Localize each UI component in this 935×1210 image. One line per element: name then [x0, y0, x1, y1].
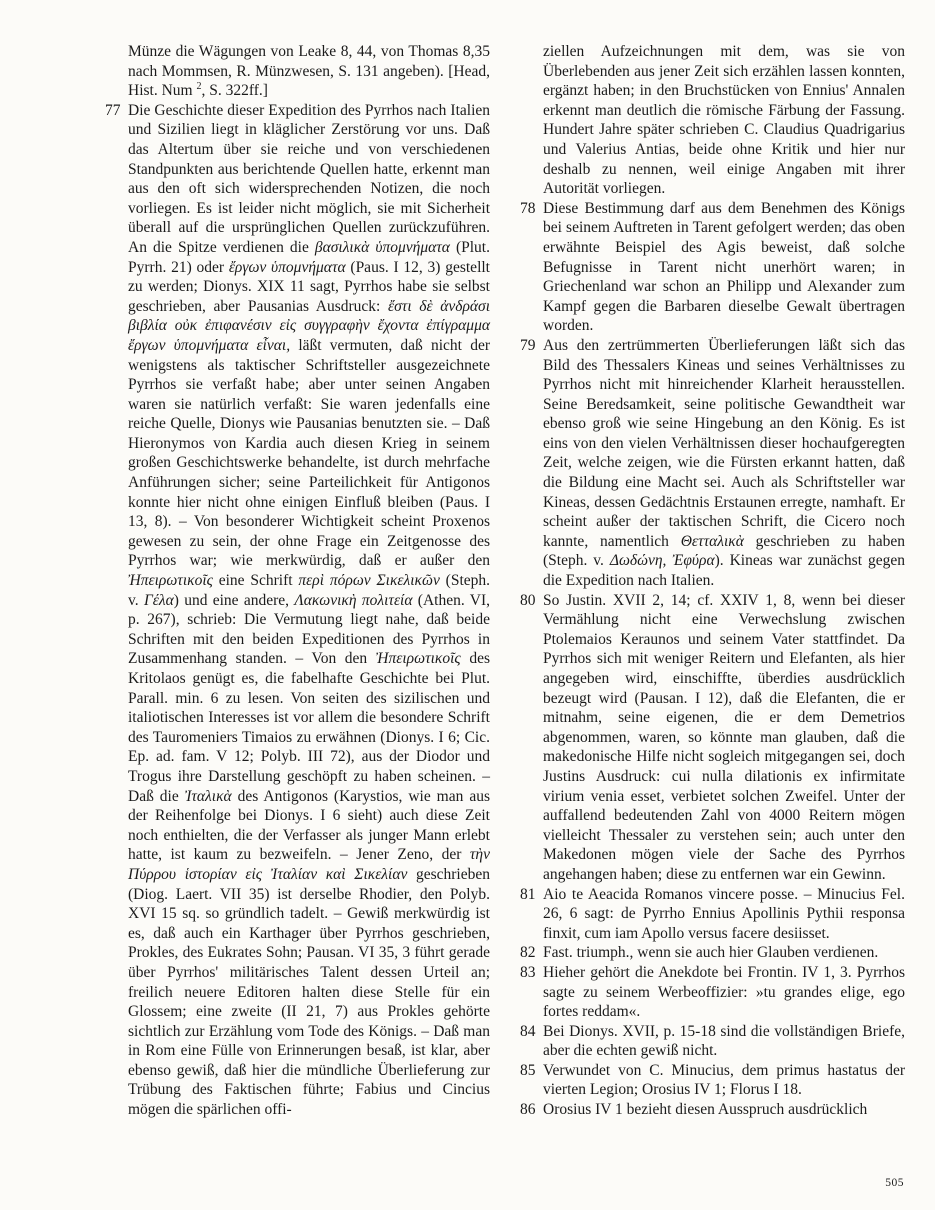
- body-text: Aus den zertrümmerten Überlieferungen läßt sich das Bild des Thessalers Kineas und seines Verhältnisses zu Pyrrhos nicht mit hinreichender Klarheit herausstellen. Seine Beredsamkeit, seine politische Gewandtheit war ebenso groß wie seine Hingebung an den König. Es ist eins von den vielen Verhältnissen dieser hochaufgeregten Zeit, welche zeigen, wie die Fürsten erkannt hatten, daß die Bildung eine Macht sei. Auch als Schriftsteller war Kineas, dessen Gedächtnis Erstaunen erregte, namhaft. Er scheint außer der taktischen Schrift, die Cicero noch kannte, namentlich: [543, 336, 905, 550]
- body-text: Diese Bestimmung darf aus dem Benehmen des Königs bei seinem Auftreten in Tarent gefolgert werden; das oben erwähnte Beispiel des Agis beweist, daß solche Befugnisse in Tarent nicht unerhört waren; in Griechenland war schon an Philipp und Alexander zum Kampf gegen die Barbaren dieselbe Gewalt übertragen worden.: [543, 199, 905, 335]
- body-text: Verwundet von C. Minucius, dem primus hastatus der vierten Legion; Orosius IV 1; Florus I 18.: [543, 1061, 905, 1099]
- greek-or-emphasis-text: ἔργων ὑπομνήματα: [228, 258, 346, 276]
- footnote-number: 80: [520, 591, 536, 609]
- footnote-number: 81: [520, 885, 536, 903]
- greek-or-emphasis-text: Δωδώνη, Ἐφύρα: [609, 552, 715, 570]
- text-columns: [105, 42, 905, 1120]
- footnote-77: [105, 101, 490, 1120]
- footnote-83: [520, 963, 905, 1022]
- footnote-80: [520, 591, 905, 885]
- footnote-number: 85: [520, 1061, 536, 1079]
- continuation-paragraph: [520, 42, 905, 199]
- body-text: (Athen. VI, p. 267), schrieb: Die Vermutung liegt nahe, daß beide Schriften mit den beiden Expeditionen des Pyrrhos in Zusammenhang standen. – Von den: [128, 591, 490, 668]
- body-text: ziellen Aufzeichnungen mit dem, was sie von Überlebenden aus jener Zeit sich erzählen lassen konnten, ergänzt haben; in den Bruchstücken von Ennius' Annalen erkennt man deutlich die römische Färbung der Fassung. Hundert Jahre später schrieben C. Claudius Quadrigarius und Valerius Antias, beide ohne Kritik und hier nur deshalb zu nennen, weil einige Angaben mit ihrer Autorität vorliegen.: [543, 43, 905, 198]
- footnote-number: 82: [520, 944, 536, 962]
- footnote-number: 78: [520, 199, 536, 217]
- body-text: geschrieben (Diog. Laert. VII 35) ist derselbe Rhodier, den Polyb. XVI 15 sq. so gründlich tadelt. – Gewiß merkwürdig ist es, daß auch ein Karthager über Pyrrhos geschrieben, Prokles, des Eukrates Sohn; Pausan. VI 35, 3 führt gerade über Pyrrhos' militärisches Talent dessen Urteil an; freilich neuere Editoren halten diese Stelle für ein Glossem; eine zweite (II 21, 7) aus Prokles gehörte sichtlich zur Erzählung vom Tode des Königs. – Daß man in Rom eine Fülle von Erinnerungen besaß, ist klar, aber ebenso gewiß, daß hier die mündliche Überlieferung zur Trübung des Faktischen führte; Fabius und Cincius mögen die spärlichen offi-: [128, 865, 491, 1119]
- body-text: So Justin. XVII 2, 14; cf. XXIV 1, 8, wenn bei dieser Vermählung nicht eine Verwechslung zwischen Ptolemaios Keraunos und seinem Vater stattfindet. Da Pyrrhos sich mit weniger Reitern und Elefanten, als hier angegeben wird, einschiffte, überdies ausdrücklich bezeugt wird (Pausan. I 12), daß die Elefanten, die er mitnahm, seine eigenen, die er dem Demetrios abgenommen, waren, so könnte man glauben, daß die makedonische Hilfe nicht sogleich mitgegangen sei, doch Justins Ausdruck: cui nulla dilationis ex infirmitate virium venia esset, verbietet solchen Zweifel. Unter der auffallend bedeutenden Zahl von 4000 Reitern mögen vielleicht Thessaler zu verstehen sein; auch unter den Makedonen mögen viele der Sache des Pyrrhos angehangen haben; diese zu entfernen war ein Gewinn.: [543, 591, 905, 883]
- body-text: ) und eine andere,: [173, 591, 295, 609]
- body-text: eine Schrift: [212, 572, 299, 590]
- greek-or-emphasis-text: ἔστι δὲ ἀνδράσι βιβλία οὐκ ἐπιφανέσιν εἰς συγγραφὴν ἔχοντα ἐπίγραμμα ἔργων ὑπομνήματα εἶναι,: [128, 297, 490, 354]
- greek-or-emphasis-text: βασιλικὰ ὑπομνήματα: [314, 238, 450, 256]
- body-text: 2: [196, 81, 202, 93]
- body-text: läßt vermuten, daß nicht der wenigstens als taktischer Schriftsteller ausgezeichnete Pyrrhos sie verfaßt habe; aber unter seinen Angaben waren sie natürlich verfaßt: Sie waren jedenfalls eine reiche Quelle, Dionys wie Pausanias benutzten sie. – Daß Hieronymos von Kardia auch diesen Krieg in seinem großen Geschichtswerke behandelte, ist durch mehrfache Anführungen sicher; seine Parteilichkeit für Antigonos konnte hier nicht ohne einigen Einfluß bleiben (Paus. I 13, 8). – Von besonderer Wichtigkeit scheint Proxenos gewesen zu sein, der ohne Frage ein Zeitgenosse des Pyrrhos war; wie merkwürdig, daß er außer den: [128, 336, 490, 570]
- footnote-number: 77: [105, 101, 121, 119]
- greek-or-emphasis-text: περὶ πόρων Σικελικῶν: [298, 572, 440, 590]
- body-text: des Antigonos (Karystios, wie man aus der Reihenfolge bei Dionys. I 6 sieht) auch diese Zeit noch enthielten, die der Verfasser als junger Mann erlebt hatte, ist kaum zu bezweifeln. – Jener Zeno, der: [128, 787, 490, 864]
- body-text: ). Kineas war zunächst gegen die Expedition nach Italien.: [543, 552, 905, 590]
- body-text: Münze die Wägungen von Leake 8, 44, von Thomas 8,35 nach Mommsen, R. Münzwesen, S. 131 angeben). [Head, Hist. Num: [128, 43, 490, 100]
- footnote-number: 84: [520, 1022, 536, 1040]
- body-text: Bei Dionys. XVII, p. 15-18 sind die vollständigen Briefe, aber die echten gewiß nicht.: [543, 1022, 905, 1060]
- greek-or-emphasis-text: Ἰταλικὰ: [184, 787, 232, 805]
- body-text: Fast. triumph., wenn sie auch hier Glauben verdienen.: [543, 944, 879, 962]
- body-text: Hieher gehört die Anekdote bei Frontin. IV 1, 3. Pyrrhos sagte zu seinem Werbeoffizier: »tu grandes elige, ego fortes reddam«.: [543, 963, 905, 1021]
- footnote-86: [520, 1100, 905, 1120]
- body-text: (Steph. v.: [128, 572, 490, 609]
- footnote-number: 79: [520, 336, 536, 354]
- footnote-84: [520, 1022, 905, 1061]
- continuation-paragraph: [105, 42, 490, 101]
- footnote-81: [520, 885, 905, 944]
- page-number: 505: [885, 1177, 904, 1190]
- footnote-82: [520, 943, 905, 963]
- left-column: [105, 42, 490, 1120]
- greek-or-emphasis-text: τὴν Πύρρου ἱστορίαν εἰς Ἰταλίαν καὶ Σικελίαν: [128, 846, 490, 883]
- greek-or-emphasis-text: Ἠπειρωτικοῖς: [375, 650, 461, 668]
- body-text: Orosius IV 1 bezieht diesen Ausspruch ausdrücklich: [543, 1101, 868, 1119]
- greek-or-emphasis-text: Θετταλικὰ: [680, 532, 744, 550]
- footnote-79: [520, 336, 905, 591]
- greek-or-emphasis-text: Λακωνικὴ πολιτεία: [294, 591, 413, 609]
- body-text: (Paus. I 12, 3) gestellt zu werden; Dionys. XIX 11 sagt, Pyrrhos habe sie selbst geschrieben, aber Pausanias Ausdruck:: [128, 258, 490, 315]
- body-text: Die Geschichte dieser Expedition des Pyrrhos nach Italien und Sizilien liegt in kläglicher Zerstörung vor uns. Daß das Altertum über sie reiche und von verschiedenen Standpunkten aus berichtende Quellen hatte, erkennt man aus den oft sich widersprechenden Notizen, die noch vorliegen. Es ist leider nicht möglich, sie mit Sicherheit überall auf die ursprünglichen Quellen zurückzuführen. An die Spitze verdienen die: [128, 101, 490, 256]
- footnote-78: [520, 199, 905, 336]
- footnote-85: [520, 1061, 905, 1100]
- body-text: geschrieben zu haben (Steph. v.: [543, 532, 905, 570]
- body-text: des Kritolaos genügt es, die fabelhafte Geschichte bei Plut. Parall. min. 6 zu lesen. Von seiten des sizilischen und italiotischen Interesses ist vor allem die besondere Schrift des Tauromeniers Timaios zu erwähnen (Dionys. I 6; Cic. Ep. ad. fam. V 12; Polyb. III 72), aus der Diodor und Trogus ihre Darstellung geschöpft zu haben scheinen. – Daß die: [128, 650, 490, 805]
- body-text: Aio te Aeacida Romanos vincere posse. – Minucius Fel. 26, 6 sagt: de Pyrrho Ennius Apollinis Pythii responsa finxit, cum iam Apollo versus facere desiisset.: [543, 885, 905, 942]
- footnote-number: 83: [520, 963, 536, 981]
- right-column: [520, 42, 905, 1120]
- greek-or-emphasis-text: Γέλα: [143, 591, 174, 609]
- greek-or-emphasis-text: Ἠπειρωτικοῖς: [128, 572, 213, 590]
- footnote-number: 86: [520, 1101, 536, 1119]
- body-text: , S. 322ff.]: [201, 82, 268, 100]
- body-text: (Plut. Pyrrh. 21) oder: [128, 238, 490, 276]
